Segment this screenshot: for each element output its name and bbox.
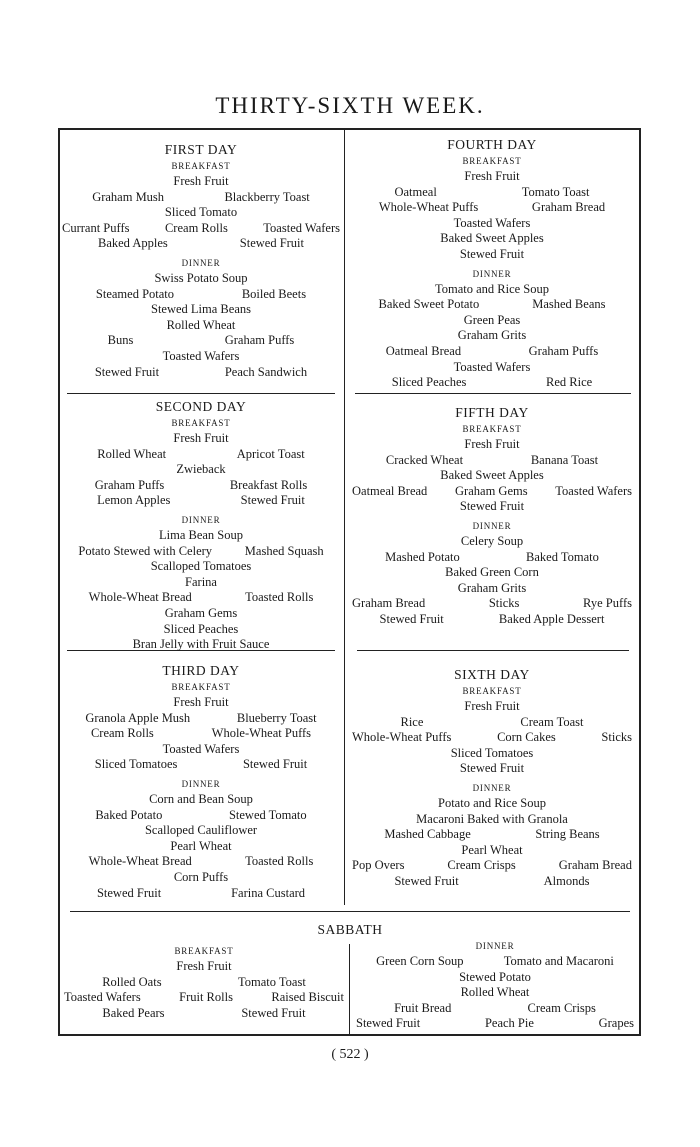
menu-item: Stewed Lima Beans	[151, 302, 251, 317]
menu-line	[62, 575, 340, 591]
menu-item: Potato and Rice Soup	[438, 795, 546, 810]
menu-line	[352, 858, 632, 874]
menu-item: Tomato Toast	[521, 184, 590, 199]
menu-line	[352, 699, 632, 715]
menu-line	[62, 318, 340, 334]
menu-item: Sliced Peaches	[391, 375, 467, 390]
menu-item: Stewed Fruit	[394, 873, 459, 888]
menu-item: Breakfast Rolls	[229, 477, 308, 492]
menu-item: Toasted Wafers	[162, 741, 240, 756]
menu-item: Lemon Apples	[97, 493, 171, 508]
menu-item: Oatmeal	[394, 184, 437, 199]
menu-line	[352, 565, 632, 581]
divider-sabbath	[70, 911, 630, 912]
menu-item: Sliced Tomatoes	[94, 757, 178, 772]
menu-item: Cream Rolls	[90, 726, 154, 741]
menu-item: Fresh Fruit	[173, 695, 229, 709]
menu-line	[62, 757, 340, 773]
menu-line	[352, 534, 632, 550]
menu-item: Corn Puffs	[173, 869, 229, 884]
menu-item: Fresh Fruit	[464, 169, 520, 183]
menu-line	[64, 990, 344, 1006]
menu-item: Stewed Fruit	[239, 236, 304, 251]
menu-item: Cream Crisps	[447, 858, 516, 873]
menu-item: Macaroni Baked with Granola	[416, 811, 568, 826]
menu-item: Oatmeal Bread	[385, 343, 462, 358]
menu-item: Rolled Oats	[102, 974, 162, 989]
menu-item: Baked Apples	[97, 236, 168, 251]
menu-item: Banana Toast	[530, 452, 599, 467]
menu-line	[62, 637, 340, 653]
first-day-menu	[62, 141, 340, 380]
menu-item: Baked Sweet Potato	[378, 297, 480, 312]
menu-item: Stewed Potato	[459, 969, 531, 984]
menu-line	[352, 484, 632, 500]
menu-line	[62, 695, 340, 711]
menu-item: Rolled Wheat	[166, 317, 236, 332]
menu-item: Graham Gems	[164, 605, 238, 620]
menu-item: Toasted Rolls	[245, 590, 314, 605]
menu-line	[62, 544, 340, 560]
menu-item: Apricot Toast	[236, 446, 305, 461]
menu-line	[62, 590, 340, 606]
menu-line	[62, 190, 340, 206]
breakfast-label: BREAKFAST	[171, 682, 231, 692]
menu-line	[64, 1006, 344, 1022]
menu-line	[352, 843, 632, 859]
menu-item: Baked Tomato	[526, 549, 599, 564]
menu-line	[352, 200, 632, 216]
menu-item: Rice	[400, 714, 424, 729]
menu-line	[62, 333, 340, 349]
dinner-label: DINNER	[181, 778, 221, 789]
menu-item: Stewed Fruit	[96, 885, 162, 900]
menu-line	[352, 216, 632, 232]
menu-line	[62, 447, 340, 463]
menu-item: Stewed Fruit	[459, 499, 525, 514]
dinner-label: DINNER	[472, 268, 512, 279]
menu-item: Mashed Cabbage	[384, 827, 471, 842]
menu-line	[62, 823, 340, 839]
menu-line	[352, 612, 632, 628]
dinner-label: DINNER	[472, 782, 512, 793]
menu-item: Blueberry Toast	[236, 710, 317, 725]
menu-item: Fruit Bread	[394, 1000, 452, 1015]
menu-item: Tomato Toast	[237, 974, 306, 989]
menu-line	[62, 711, 340, 727]
menu-line	[356, 954, 634, 970]
menu-item: Toasted Wafers	[64, 990, 141, 1005]
menu-item: Sticks	[601, 730, 632, 745]
menu-item: Corn and Bean Soup	[149, 791, 253, 806]
menu-item: Rye Puffs	[583, 596, 632, 611]
menu-line	[62, 221, 340, 237]
day-heading: FOURTH DAY	[447, 137, 537, 152]
menu-line	[62, 559, 340, 575]
menu-line	[352, 746, 632, 762]
menu-line	[64, 959, 344, 975]
menu-item: Baked Sweet Apples	[440, 231, 544, 246]
menu-item: Toasted Wafers	[555, 483, 632, 498]
menu-line	[352, 247, 632, 263]
menu-line	[62, 742, 340, 758]
menu-item: Corn Cakes	[497, 730, 556, 745]
menu-item: Blackberry Toast	[224, 189, 310, 204]
menu-item: Pearl Wheat	[170, 838, 232, 853]
menu-item: Graham Gems	[455, 483, 528, 498]
menu-line	[62, 365, 340, 381]
breakfast-label: BREAKFAST	[174, 946, 234, 956]
sixth-day-menu	[352, 666, 632, 890]
menu-item: Steamed Potato	[95, 286, 175, 301]
menu-line	[352, 715, 632, 731]
menu-item: Whole-Wheat Puffs	[352, 730, 452, 745]
menu-item: Baked Pears	[102, 1005, 165, 1020]
menu-item: Toasted Rolls	[245, 854, 314, 869]
breakfast-label: BREAKFAST	[462, 156, 522, 166]
menu-line	[62, 205, 340, 221]
menu-item: Cream Rolls	[164, 220, 228, 235]
menu-item: Toasted Wafers	[162, 348, 240, 363]
menu-line	[352, 596, 632, 612]
menu-line	[62, 528, 340, 544]
menu-line	[62, 462, 340, 478]
menu-line	[62, 493, 340, 509]
third-day-menu	[62, 662, 340, 901]
menu-line	[62, 478, 340, 494]
breakfast-label: BREAKFAST	[462, 686, 522, 696]
menu-item: Celery Soup	[460, 533, 524, 548]
menu-line	[352, 375, 632, 391]
dinner-label: DINNER	[475, 941, 515, 951]
menu-line	[62, 854, 340, 870]
breakfast-label: BREAKFAST	[171, 418, 231, 428]
menu-line	[62, 236, 340, 252]
menu-item: Farina Custard	[231, 885, 306, 900]
menu-line	[62, 271, 340, 287]
menu-item: Graham Mush	[92, 189, 165, 204]
menu-item: Almonds	[543, 873, 590, 888]
menu-line	[352, 313, 632, 329]
menu-line	[352, 499, 632, 515]
menu-item: Graham Puffs	[224, 333, 295, 348]
dinner-label: DINNER	[181, 257, 221, 268]
menu-item: Whole-Wheat Puffs	[211, 726, 312, 741]
day-heading: FIFTH DAY	[455, 405, 529, 420]
menu-item: Bran Jelly with Fruit Sauce	[132, 637, 270, 652]
menu-item: Green Peas	[463, 312, 521, 327]
menu-item: Mashed Beans	[532, 297, 606, 312]
menu-line	[352, 437, 632, 453]
menu-item: Stewed Fruit	[459, 761, 525, 776]
menu-item: Sliced Tomatoes	[450, 745, 534, 760]
menu-item: String Beans	[535, 827, 600, 842]
menu-item: Baked Potato	[95, 807, 163, 822]
day-heading: FIRST DAY	[164, 142, 238, 157]
menu-item: Stewed Fruit	[242, 757, 308, 772]
menu-item: Peach Pie	[484, 1016, 534, 1031]
menu-item: Stewed Fruit	[379, 611, 444, 626]
menu-line	[352, 812, 632, 828]
menu-item: Boiled Beets	[241, 286, 307, 301]
menu-item: Baked Sweet Apples	[440, 468, 544, 483]
menu-line	[64, 975, 344, 991]
menu-line	[356, 970, 634, 986]
menu-line	[352, 761, 632, 777]
menu-item: Mashed Potato	[385, 549, 460, 564]
menu-item: Lima Bean Soup	[158, 527, 243, 542]
menu-line	[352, 185, 632, 201]
menu-item: Toasted Wafers	[453, 359, 531, 374]
menu-item: Toasted Wafers	[453, 215, 531, 230]
menu-item: Graham Bread	[531, 200, 606, 215]
sabbath-dinner	[356, 939, 634, 1032]
menu-item: Tomato and Rice Soup	[434, 281, 550, 296]
sabbath-column-divider	[349, 944, 350, 1034]
menu-item: Currant Puffs	[62, 220, 130, 235]
menu-item: Buns	[107, 333, 134, 348]
menu-item: Fresh Fruit	[464, 699, 520, 713]
menu-line	[352, 231, 632, 247]
menu-item: Stewed Fruit	[459, 246, 525, 261]
menu-item: Stewed Fruit	[356, 1016, 421, 1031]
menu-line	[352, 297, 632, 313]
menu-item: Tomato and Macaroni	[503, 954, 614, 968]
page-number: ( 522 )	[331, 1047, 369, 1062]
menu-line	[62, 839, 340, 855]
menu-item: Graham Grits	[457, 580, 527, 595]
menu-item: Mashed Squash	[244, 543, 324, 558]
sabbath-breakfast	[64, 944, 344, 1021]
menu-line	[62, 302, 340, 318]
menu-item: Scalloped Cauliflower	[144, 823, 258, 838]
menu-item: Fruit Rolls	[179, 990, 233, 1005]
menu-item: Stewed Fruit	[241, 1005, 306, 1020]
divider-fourth-fifth	[355, 393, 631, 394]
menu-line	[352, 874, 632, 890]
menu-line	[62, 726, 340, 742]
divider-fifth-sixth	[357, 650, 629, 651]
menu-line	[352, 468, 632, 484]
menu-item: Cream Crisps	[527, 1000, 596, 1015]
second-day-menu	[62, 398, 340, 653]
menu-item: Graham Puffs	[94, 477, 165, 492]
menu-item: Farina	[185, 574, 217, 589]
menu-line	[62, 622, 340, 638]
menu-item: Graham Grits	[457, 328, 527, 343]
menu-item: Baked Green Corn	[445, 565, 539, 580]
menu-line	[62, 792, 340, 808]
menu-item: Swiss Potato Soup	[154, 270, 248, 285]
menu-line	[62, 870, 340, 886]
menu-item: Fresh Fruit	[173, 431, 229, 445]
dinner-label: DINNER	[472, 520, 512, 531]
sabbath-heading: SABBATH	[317, 922, 383, 937]
menu-item: Sticks	[488, 596, 520, 611]
menu-item: Toasted Wafers	[263, 220, 340, 235]
dinner-label: DINNER	[181, 514, 221, 525]
menu-line	[352, 169, 632, 185]
menu-line	[352, 730, 632, 746]
menu-item: Oatmeal Bread	[352, 483, 428, 498]
day-heading: SIXTH DAY	[454, 667, 530, 682]
menu-line	[62, 174, 340, 190]
menu-item: Rolled Wheat	[97, 446, 167, 461]
day-heading: THIRD DAY	[162, 663, 240, 678]
menu-line	[62, 349, 340, 365]
column-divider	[344, 130, 345, 905]
menu-item: Stewed Tomato	[228, 807, 307, 822]
menu-line	[352, 827, 632, 843]
menu-item: Baked Apple Dessert	[498, 611, 605, 626]
menu-line	[356, 1016, 634, 1032]
divider-first-second	[67, 393, 335, 394]
menu-item: Pop Overs	[352, 858, 405, 873]
menu-line	[352, 344, 632, 360]
menu-item: Red Rice	[546, 375, 593, 390]
menu-item: Whole-Wheat Bread	[88, 590, 192, 605]
menu-line	[62, 287, 340, 303]
menu-item: Cracked Wheat	[385, 452, 464, 467]
menu-line	[62, 808, 340, 824]
menu-item: Whole-Wheat Bread	[88, 854, 192, 869]
menu-item: Stewed Fruit	[240, 493, 305, 508]
breakfast-label: BREAKFAST	[462, 424, 522, 434]
day-heading: SECOND DAY	[155, 399, 247, 414]
menu-line	[352, 796, 632, 812]
menu-item: Raised Biscuit	[271, 990, 344, 1005]
menu-item: Granola Apple Mush	[85, 710, 191, 725]
menu-item: Sliced Tomato	[164, 205, 238, 220]
menu-line	[352, 581, 632, 597]
menu-item: Graham Puffs	[528, 343, 599, 358]
menu-line	[352, 328, 632, 344]
menu-item: Graham Bread	[352, 596, 426, 611]
breakfast-label: BREAKFAST	[171, 161, 231, 171]
menu-item: Zwieback	[176, 462, 226, 477]
menu-item: Fresh Fruit	[173, 174, 229, 188]
menu-item: Whole-Wheat Puffs	[378, 200, 479, 215]
menu-line	[356, 1001, 634, 1017]
menu-line	[352, 282, 632, 298]
menu-item: Graham Bread	[558, 858, 632, 873]
menu-item: Potato Stewed with Celery	[78, 543, 213, 558]
fifth-day-menu	[352, 404, 632, 628]
menu-line	[356, 985, 634, 1001]
menu-line	[352, 550, 632, 566]
menu-item: Rolled Wheat	[460, 985, 530, 1000]
menu-item: Cream Toast	[520, 714, 584, 729]
page-title: THIRTY-SIXTH WEEK.	[215, 93, 485, 118]
menu-line	[352, 360, 632, 376]
menu-line	[62, 606, 340, 622]
menu-item: Fresh Fruit	[464, 437, 520, 451]
menu-item: Scalloped Tomatoes	[150, 559, 252, 574]
menu-item: Green Corn Soup	[376, 954, 464, 968]
menu-item: Stewed Fruit	[94, 364, 160, 379]
menu-item: Fresh Fruit	[176, 959, 232, 973]
menu-item: Grapes	[598, 1016, 634, 1031]
fourth-day-menu	[352, 136, 632, 391]
menu-line	[62, 886, 340, 902]
menu-item: Sliced Peaches	[163, 621, 239, 636]
menu-item: Peach Sandwich	[224, 364, 308, 379]
menu-line	[352, 453, 632, 469]
menu-line	[62, 431, 340, 447]
menu-item: Pearl Wheat	[461, 842, 523, 857]
